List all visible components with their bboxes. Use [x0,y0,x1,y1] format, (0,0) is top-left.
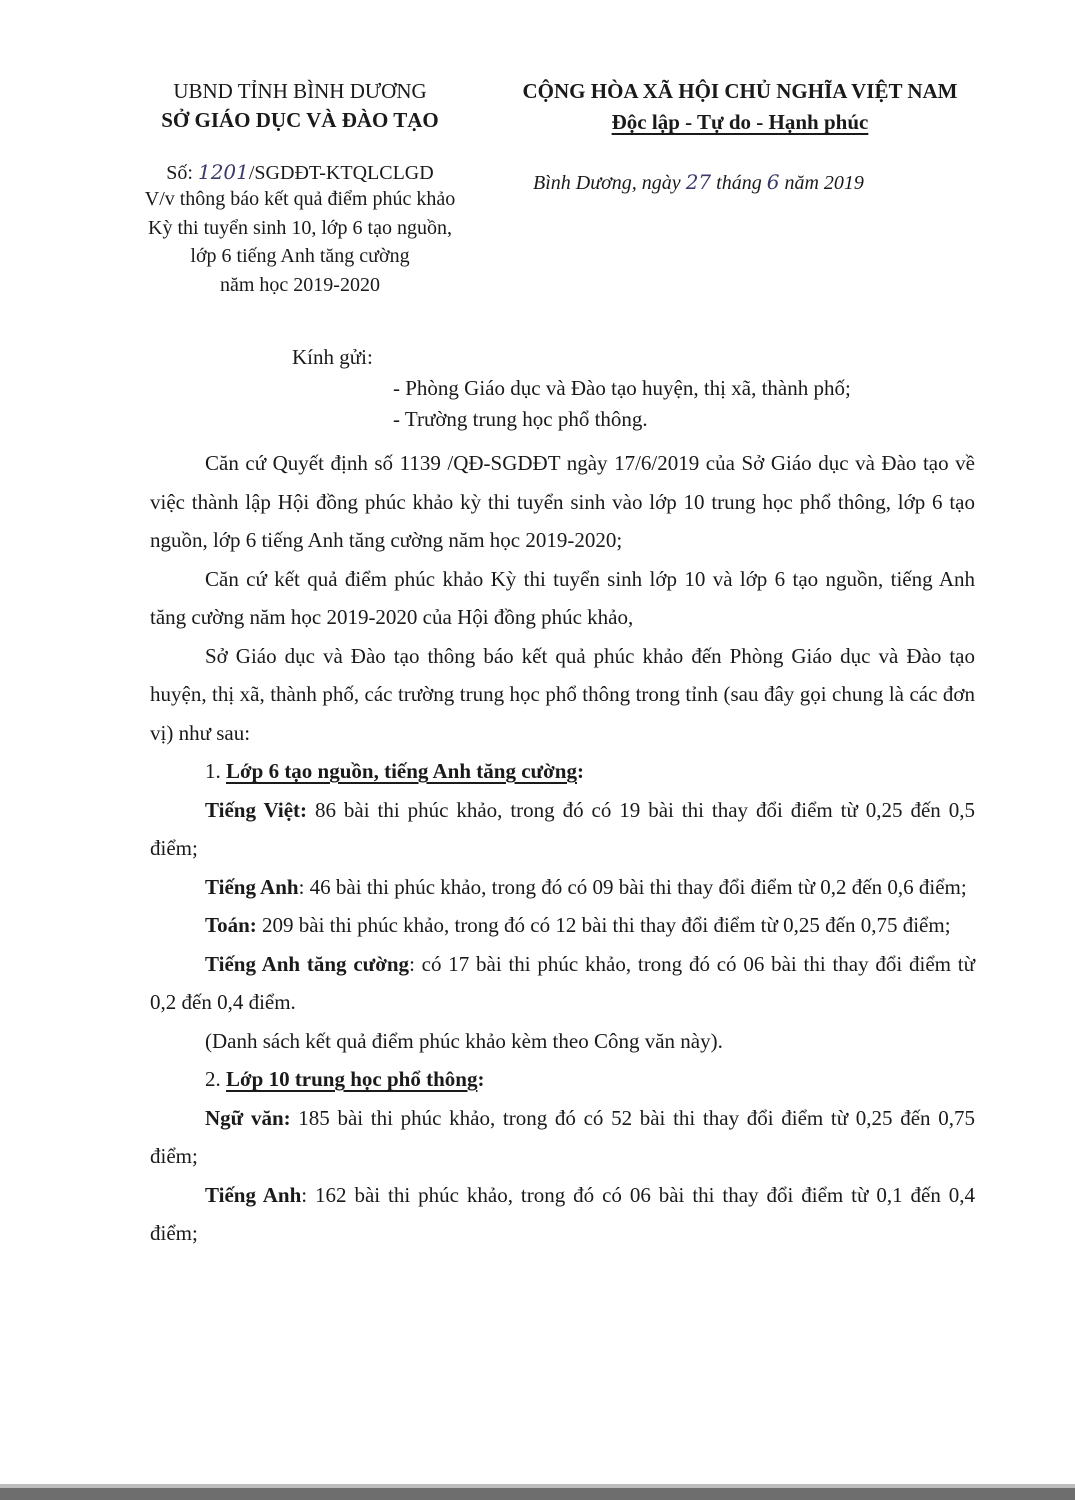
issuer-org-parent [120,76,480,106]
result-item [150,791,975,868]
national-motto-text: Độc lập - Tự do - Hạnh phúc [611,110,869,134]
document-number-suffix: /SGDĐT-KTQLCLGD [248,162,434,184]
subject-line: V/v thông báo kết quả điểm phúc khảo [144,188,456,210]
result-item [150,906,975,945]
document-body [150,444,975,1253]
result-item [150,1099,975,1176]
document-number-handwritten: 1201 [197,160,249,184]
document-subject [105,185,495,299]
date-day-handwritten: 27 [685,170,712,194]
national-title-text: CỘNG HÒA XÃ HỘI CHỦ NGHĨA VIỆT NAM [522,79,958,103]
issuer-org [120,105,480,135]
issuer-org-text: SỞ GIÁO DỤC VÀ ĐÀO TẠO [161,108,439,132]
section-heading [150,1060,975,1099]
national-motto [495,107,985,137]
subject-line: năm học 2019-2020 [220,273,380,296]
section-colon: : [477,1067,485,1091]
recipient-text: - Trường trung học phổ thông. [393,407,648,431]
result-text: : có 17 bài thi phúc khảo, trong đó có 06 bài thi thay đổi điểm từ 0,2 đến 0,4 điểm. [150,951,975,1014]
subject-line: Kỳ thi tuyển sinh 10, lớp 6 tạo nguồn, [148,216,452,239]
result-item [150,1176,975,1253]
section-colon: : [576,759,584,783]
scan-edge [0,1488,1075,1500]
document-number [105,157,495,188]
result-text: 185 bài thi phúc khảo, trong đó có 52 bài thi thay đổi điểm từ 0,25 đến 0,75 điểm; [150,1105,975,1168]
national-title [495,76,985,106]
date-month-label: tháng [711,172,767,194]
result-text: : 162 bài thi phúc khảo, trong đó có 06 bài thi thay đổi điểm từ 0,1 đến 0,4 điểm; [150,1182,976,1245]
body-paragraph: Căn cứ kết quả điểm phúc khảo Kỳ thi tuyển sinh lớp 10 và lớp 6 tạo nguồn, tiếng Anh tăng cường năm học 2019-2020 của Hội đồng phúc khảo, [150,566,975,629]
result-text: : 46 bài thi phúc khảo, trong đó có 09 bài thi thay đổi điểm từ 0,2 đến 0,6 điểm; [298,874,967,899]
result-subject: Toán: [205,913,257,937]
document-date [533,167,973,198]
result-text: 209 bài thi phúc khảo, trong đó có 12 bài thi thay đổi điểm từ 0,25 đến 0,75 điểm; [256,913,951,937]
body-paragraph: Căn cứ Quyết định số 1139 /QĐ-SGDĐT ngày 17/6/2019 của Sở Giáo dục và Đào tạo về việc thành lập Hội đồng phúc khảo kỳ thi tuyển sinh vào lớp 10 trung học phổ thông, lớp 6 tạo nguồn, lớp 6 tiếng Anh tăng cường năm học 2019-2020; [150,451,975,552]
date-month-handwritten: 6 [766,170,780,194]
issuer-org-parent-text: UBND TỈNH BÌNH DƯƠNG [173,79,427,103]
date-year-label: năm 2019 [779,172,864,194]
section-number: 2. [205,1067,226,1091]
recipient-text: - Phòng Giáo dục và Đào tạo huyện, thị xã, thành phố; [393,376,851,400]
result-subject: Tiếng Anh tăng cường [205,951,410,976]
recipient-item [393,403,648,435]
result-item [150,945,975,1022]
result-subject: Ngữ văn: [205,1105,291,1130]
attachment-note: (Danh sách kết quả điểm phúc khảo kèm theo Công văn này). [205,1028,723,1053]
body-paragraph: Sở Giáo dục và Đào tạo thông báo kết quả phúc khảo đến Phòng Giáo dục và Đào tạo huyện, thị xã, thành phố, các trường trung học phổ thông trong tỉnh (sau đây gọi chung là các đơn vị) như sau: [150,643,975,745]
subject-line: lớp 6 tiếng Anh tăng cường [190,245,410,267]
result-subject: Tiếng Anh [205,1182,302,1207]
result-item [150,868,975,907]
result-text: 86 bài thi phúc khảo, trong đó có 19 bài thi thay đổi điểm từ 0,25 đến 0,5 điểm; [150,797,975,860]
salutation-text: Kính gửi: [292,345,373,369]
result-subject: Tiếng Anh [205,874,299,899]
section-number: 1. [205,759,226,783]
document-number-prefix: Số: [166,162,198,184]
recipient-item [393,372,851,404]
section-title: Lớp 10 trung học phổ thông [226,1067,478,1091]
date-place-label: Bình Dương, ngày [533,172,686,194]
section-heading [150,752,975,791]
section-title: Lớp 6 tạo nguồn, tiếng Anh tăng cường [226,759,577,783]
result-subject: Tiếng Việt: [205,797,308,822]
salutation [292,341,373,373]
